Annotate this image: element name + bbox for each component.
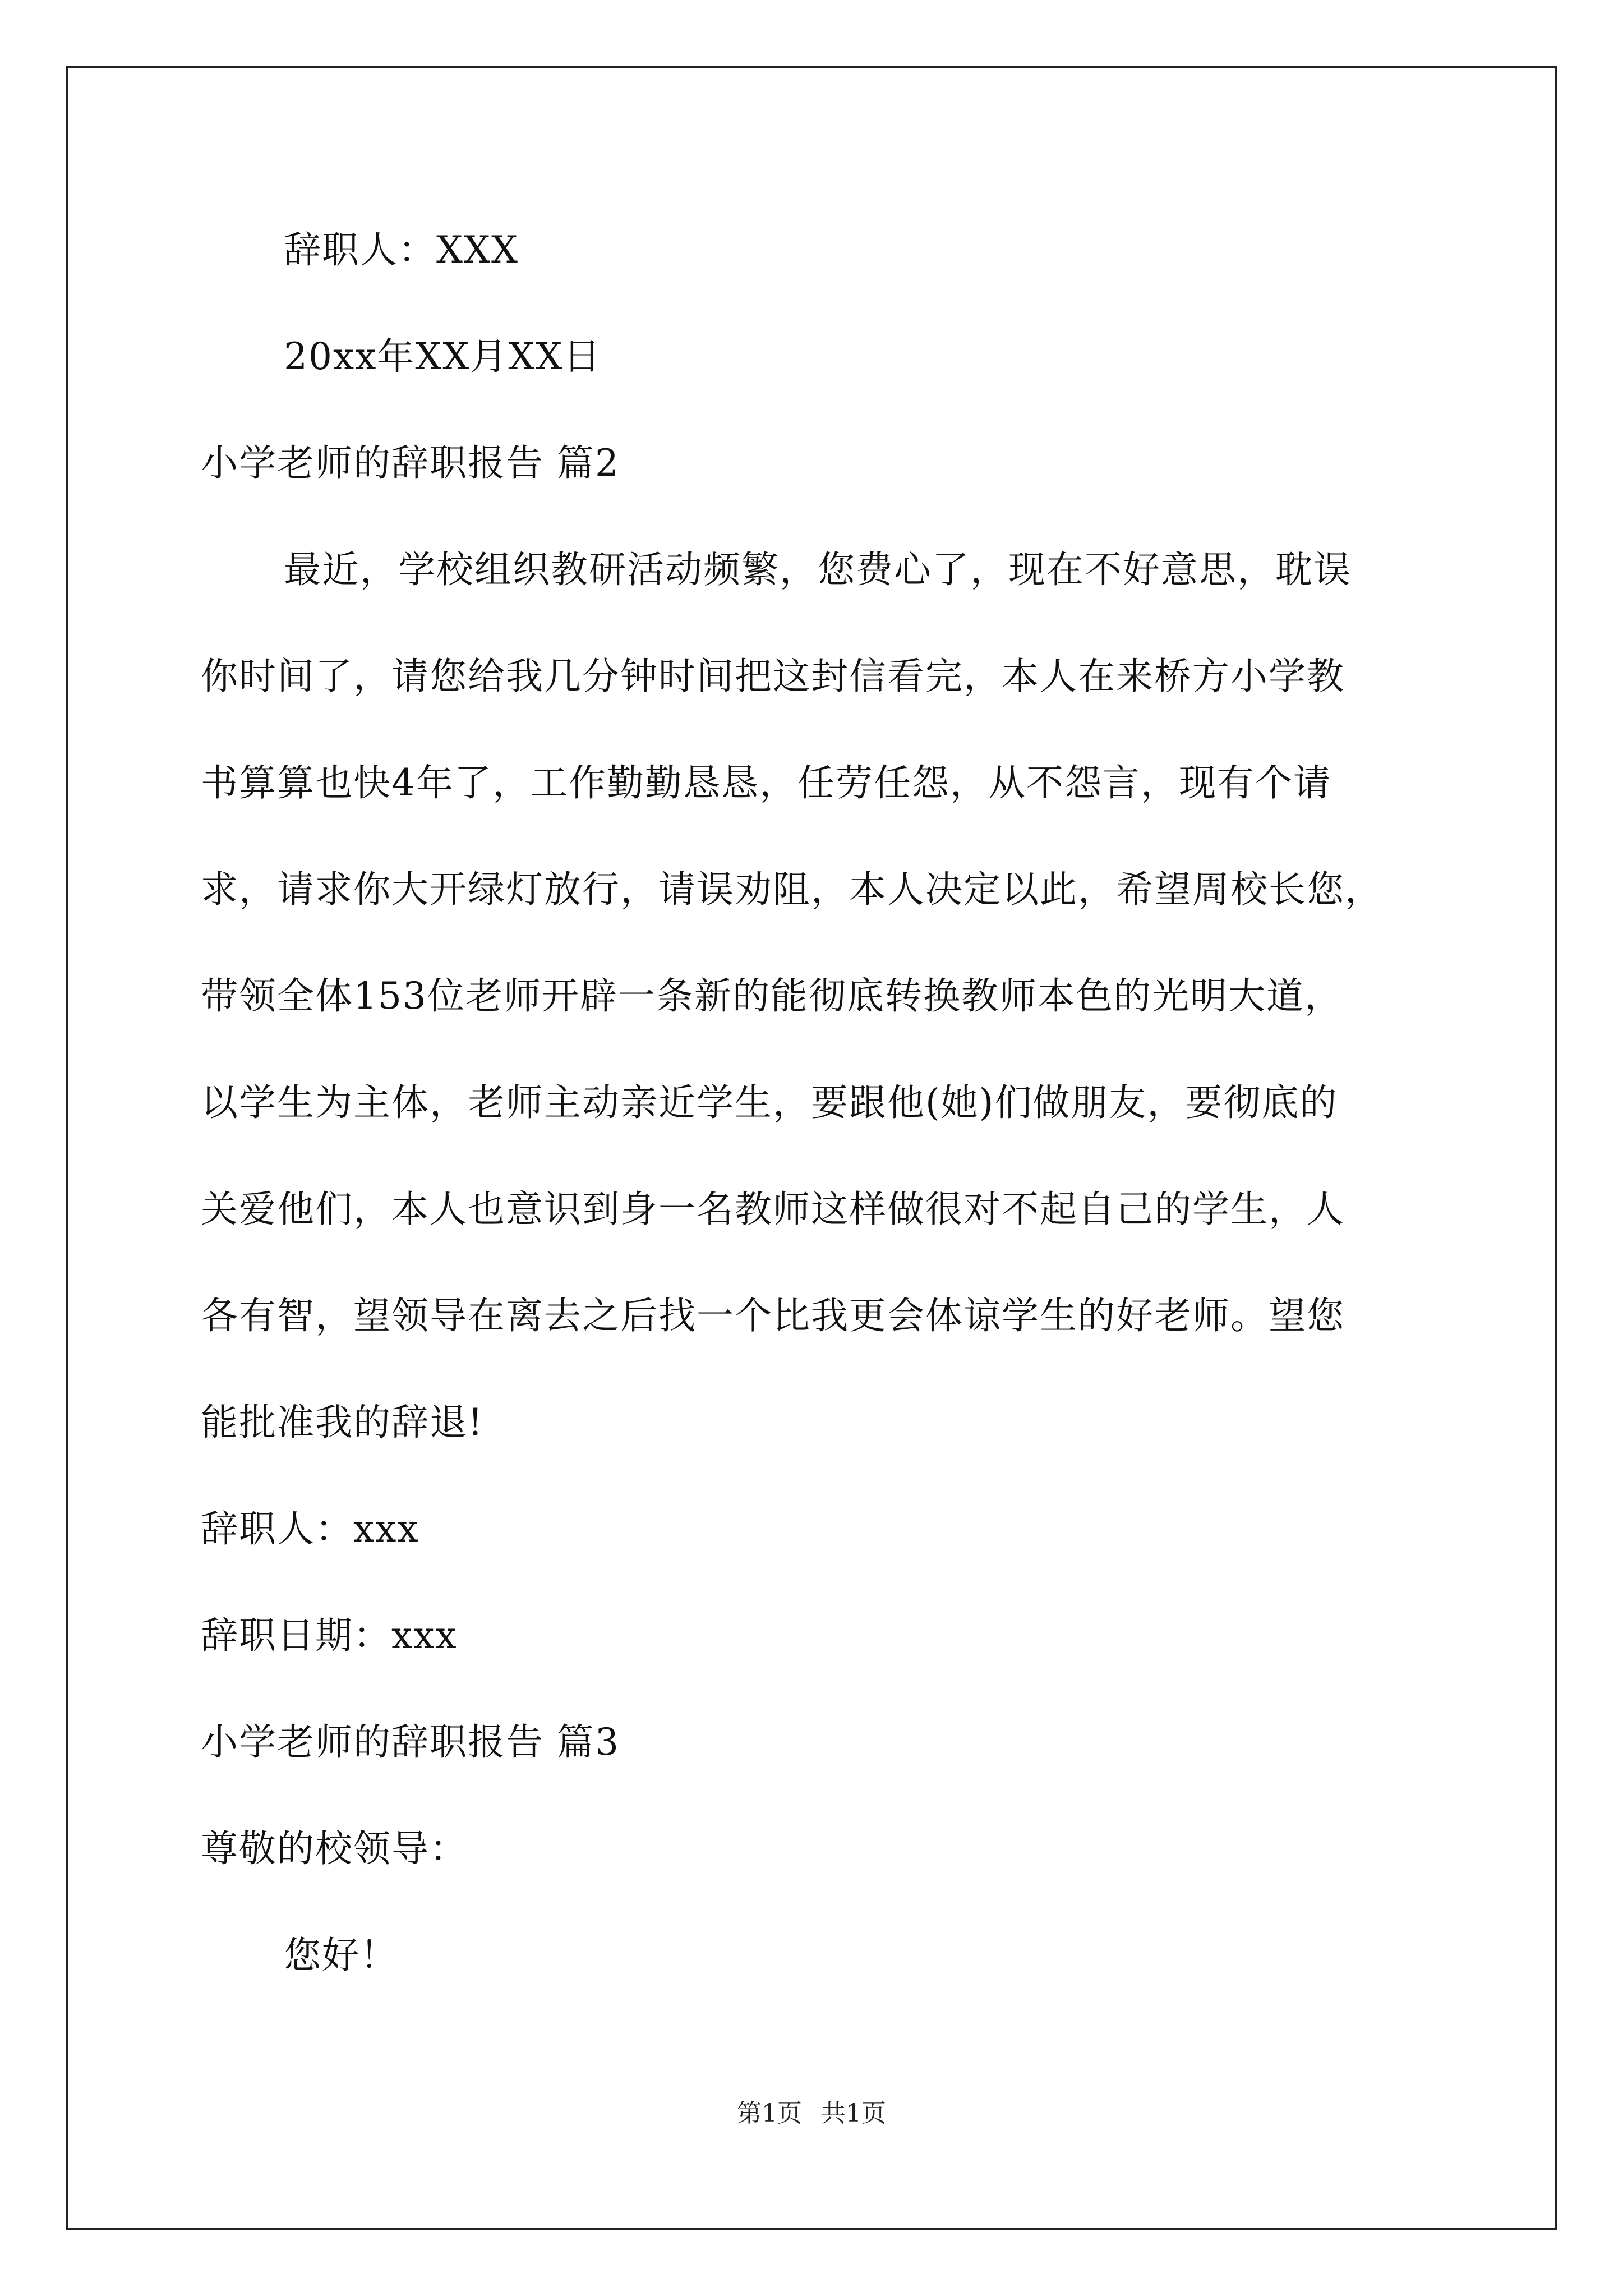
paragraph-line: 以学生为主体，老师主动亲近学生，要跟他(她)们做朋友，要彻底的 xyxy=(201,1081,1338,1124)
paragraph-line: 能批准我的辞退! xyxy=(201,1401,484,1444)
salutation-line: 尊敬的校领导： xyxy=(201,1827,468,1870)
section-heading-3: 小学老师的辞职报告 篇3 xyxy=(201,1720,620,1764)
signature-line: 辞职人：XXX xyxy=(284,228,519,272)
page-border xyxy=(66,66,1557,2230)
resignation-date-line: 辞职日期：xxx xyxy=(201,1614,458,1657)
page-footer xyxy=(0,2097,1623,2131)
paragraph-line: 求，请求你大开绿灯放行，请误劝阻，本人决定以此，希望周校长您， xyxy=(201,868,1383,911)
paragraph-line: 各有智，望领导在离去之后找一个比我更会体谅学生的好老师。望您 xyxy=(201,1294,1345,1337)
paragraph-line: 关爱他们，本人也意识到身一名教师这样做很对不起自己的学生，人 xyxy=(201,1188,1345,1231)
paragraph-line: 你时间了，请您给我几分钟时间把这封信看完，本人在来桥方小学教 xyxy=(201,655,1345,698)
section-heading-2: 小学老师的辞职报告 篇2 xyxy=(201,441,620,485)
page-total: 共1页 xyxy=(821,2099,886,2128)
greeting-line: 您好！ xyxy=(284,1934,398,1977)
paragraph-line: 最近，学校组织教研活动频繁，您费心了，现在不好意思，耽误 xyxy=(284,548,1352,591)
signature-line: 辞职人：xxx xyxy=(201,1507,419,1550)
paragraph-line: 书算算也快4年了，工作勤勤恳恳，任劳任怨，从不怨言，现有个请 xyxy=(201,761,1331,804)
page-number: 第1页 xyxy=(737,2099,802,2128)
paragraph-line: 带领全体153位老师开辟一条新的能彻底转换教师本色的光明大道， xyxy=(201,974,1343,1018)
date-line: 20xx年XX月XX日 xyxy=(284,335,602,378)
